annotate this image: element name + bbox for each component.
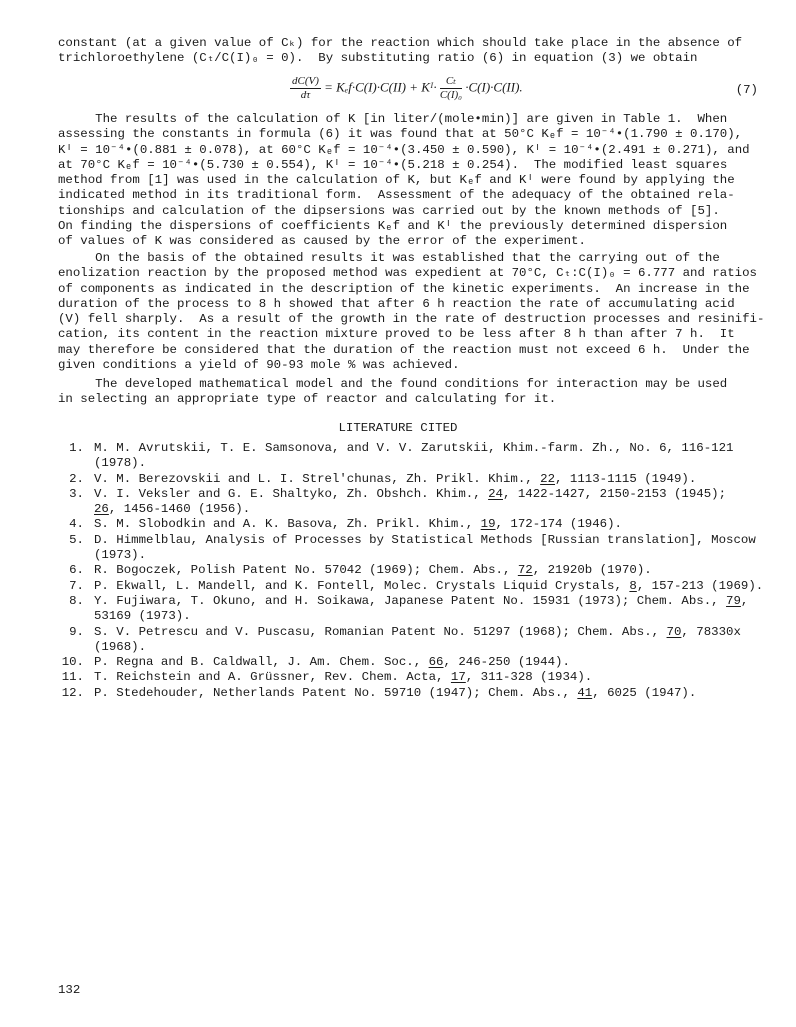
references-heading: LITERATURE CITED xyxy=(338,421,458,435)
reference-text: 53169 (1973). xyxy=(94,609,191,624)
reference-item xyxy=(58,472,758,487)
text-line: of values of K was considered as caused by the error of the experiment. xyxy=(58,234,586,249)
reference-text: (1978). xyxy=(94,456,147,471)
equation-middle: = Kₑf·C(I)·C(II) + Kᴵ· xyxy=(324,79,437,95)
reference-line xyxy=(94,625,758,640)
text-line: cation, its content in the reaction mixture proved to be less after 8 h than after 7 h. It xyxy=(58,327,735,342)
equation-ratio-numerator: Cₜ xyxy=(440,75,462,89)
reference-text: , 1456-1460 (1956). xyxy=(108,502,251,517)
reference-item xyxy=(58,594,758,625)
reference-line xyxy=(94,655,758,670)
reference-volume: 79 xyxy=(726,593,741,608)
reference-text: , 172-174 (1946). xyxy=(495,517,622,532)
paragraph-conclusions xyxy=(58,251,765,373)
text-line: method from [1] was used in the calculation of K, but Kₑf and Kᴵ were found by applying the xyxy=(58,173,735,188)
reference-line xyxy=(94,487,758,502)
reference-line xyxy=(94,578,764,594)
equation-tail: ·C(I)·C(II). xyxy=(465,79,523,95)
reference-line xyxy=(94,548,758,563)
text-line: at 70°C Kₑf = 10⁻⁴•(5.730 ± 0.554), Kᴵ = 10⁻⁴•(5.218 ± 0.254). The modified least squares xyxy=(58,157,728,172)
reference-item xyxy=(58,625,758,656)
text-line: enolization reaction by the proposed method was expedient at 70°C, Cₜ:C(I)₀ = 6.777 and ratios xyxy=(58,266,757,281)
text-line: (V) fell sharply. As a result of the growth in the rate of destruction processes and resinifi- xyxy=(58,312,765,327)
reference-number: 9. xyxy=(69,624,84,639)
reference-item xyxy=(58,686,758,701)
paragraph-results xyxy=(58,112,748,250)
reference-text: T. Reichstein and A. Grüssner, Rev. Chem. Acta, xyxy=(94,670,451,685)
reference-item xyxy=(58,441,758,472)
equation-lhs-numerator: dC(V) xyxy=(292,75,319,87)
reference-number: 7. xyxy=(69,578,84,593)
reference-line xyxy=(94,594,758,609)
reference-text: D. Himmelblau, Analysis of Processes by Statistical Methods [Russian translation], Moscow xyxy=(94,532,756,547)
text-line: in selecting an appropriate type of reactor and calculating for it. xyxy=(58,392,557,407)
reference-volume: 24 xyxy=(488,486,503,501)
reference-number: 4. xyxy=(69,517,84,532)
text-line: On finding the dispersions of coefficients Kₑf and Kᴵ the previously determined dispersion xyxy=(58,219,728,234)
text-line: indicated method in its traditional form. Assessment of the adequacy of the obtained rela- xyxy=(58,188,735,203)
text-line: On the basis of the obtained results it was established that the carrying out of the xyxy=(58,251,720,265)
reference-number: 5. xyxy=(69,532,84,547)
reference-text: , 1113-1115 (1949). xyxy=(555,471,697,486)
text-line: trichloroethylene (Cₜ/C(I)₀ = 0). By substituting ratio (6) in equation (3) we obtain xyxy=(58,51,698,66)
reference-text: V. I. Veksler and G. E. Shaltyko, Zh. Obshch. Khim., xyxy=(94,486,489,501)
equation-7 xyxy=(290,75,750,111)
text-line: given conditions a yield of 90-93 mole % was achieved. xyxy=(58,358,460,373)
reference-item xyxy=(58,563,758,578)
reference-text: R. Bogoczek, Polish Patent No. 57042 (1969); Chem. Abs., xyxy=(94,563,518,578)
reference-text: P. Regna and B. Caldwall, J. Am. Chem. Soc., xyxy=(94,655,429,670)
reference-line xyxy=(94,563,758,578)
reference-number: 1. xyxy=(69,441,84,455)
text-line: Kᴵ = 10⁻⁴•(0.881 ± 0.078), at 60°C Kₑf = 10⁻⁴•(3.450 ± 0.590), Kᴵ = 10⁻⁴•(2.491 ± 0.271), and xyxy=(58,142,750,157)
reference-volume: 70 xyxy=(666,624,682,639)
reference-text: , 157-213 (1969). xyxy=(636,578,764,593)
reference-text: P. Stedehouder, Netherlands Patent No. 59710 (1947); Chem. Abs., xyxy=(94,685,578,700)
reference-volume: 22 xyxy=(540,471,556,486)
reference-text: S. V. Petrescu and V. Puscasu, Romanian Patent No. 51297 (1968); Chem. Abs., xyxy=(94,624,667,639)
reference-text: , 6025 (1947). xyxy=(592,685,697,700)
reference-volume: 19 xyxy=(480,517,496,532)
text-line: duration of the process to 8 h showed that after 6 h reaction the rate of accumulating acid xyxy=(58,296,735,311)
text-line: constant (at a given value of Cₖ) for the reaction which should take place in the absence of xyxy=(58,36,743,50)
reference-line xyxy=(94,456,758,471)
reference-volume: 26 xyxy=(94,502,109,517)
reference-text: , 246-250 (1944). xyxy=(443,655,570,670)
text-line: tionships and calculation of the dipsersions was carried out by the known methods of [5]. xyxy=(58,203,720,218)
reference-text: , 1422-1427, 2150-2153 (1945); xyxy=(502,486,727,501)
reference-volume: 66 xyxy=(428,655,444,670)
reference-line xyxy=(94,609,758,624)
equation-number: (7) xyxy=(735,83,758,97)
reference-item xyxy=(58,517,758,532)
paragraph-summary xyxy=(58,377,748,408)
equation-lhs-denominator: dτ xyxy=(300,89,311,101)
reference-item xyxy=(58,533,758,564)
text-line: The results of the calculation of K [in liter/(mole•min)] are given in Table 1. When xyxy=(58,112,728,126)
reference-number: 2. xyxy=(69,471,84,486)
reference-line xyxy=(94,670,758,685)
reference-number: 6. xyxy=(69,563,84,578)
reference-line xyxy=(94,533,758,548)
reference-number: 10. xyxy=(61,655,84,670)
text-line: assessing the constants in formula (6) it was found that at 50°C Kₑf = 10⁻⁴•(1.790 ± 0.170), xyxy=(58,127,743,142)
reference-item xyxy=(58,487,758,518)
reference-line xyxy=(94,517,758,532)
text-line: The developed mathematical model and the found conditions for interaction may be used xyxy=(58,377,728,391)
reference-text: (1968). xyxy=(94,639,147,654)
reference-line xyxy=(94,502,758,517)
page-number: 132 xyxy=(58,983,81,997)
reference-number: 8. xyxy=(69,593,84,608)
paragraph-intro xyxy=(58,36,748,67)
reference-volume: 17 xyxy=(450,670,466,685)
reference-text: , xyxy=(740,593,749,608)
references-list xyxy=(58,441,764,701)
reference-text: , 78330x xyxy=(681,624,741,639)
text-line: may therefore be considered that the duration of the reaction must not exceed 6 h. Under the xyxy=(58,342,750,357)
reference-text: (1973). xyxy=(94,548,147,563)
reference-text: S. M. Slobodkin and A. K. Basova, Zh. Prikl. Khim., xyxy=(94,517,481,532)
reference-number: 3. xyxy=(69,486,84,501)
reference-line xyxy=(94,640,758,655)
reference-item xyxy=(58,655,758,670)
reference-line xyxy=(94,441,758,456)
text-line: of components as indicated in the description of the kinetic experiments. An increase in the xyxy=(58,281,750,296)
reference-volume: 8 xyxy=(629,578,637,593)
reference-text: Y. Fujiwara, T. Okuno, and H. Soikawa, Japanese Patent No. 15931 (1973); Chem. Abs., xyxy=(94,593,727,608)
equation-lhs-fraction xyxy=(290,75,321,102)
reference-line xyxy=(94,472,758,487)
reference-text: M. M. Avrutskii, T. E. Samsonova, and V. V. Zarutskii, Khim.-farm. Zh., No. 6, 116-121 xyxy=(94,441,734,455)
reference-text: P. Ekwall, L. Mandell, and K. Fontell, Molec. Crystals Liquid Crystals, xyxy=(94,578,630,593)
reference-text: , 311-328 (1934). xyxy=(465,670,593,685)
reference-text: V. M. Berezovskii and L. I. Strel'chunas, Zh. Prikl. Khim., xyxy=(94,471,541,486)
reference-line xyxy=(94,686,758,701)
equation-ratio-fraction xyxy=(440,75,462,102)
reference-text: , 21920b (1970). xyxy=(532,563,652,578)
reference-volume: 41 xyxy=(577,685,593,700)
reference-item xyxy=(58,670,758,685)
equation-ratio-denominator: C(I)₀ xyxy=(439,89,462,101)
reference-item xyxy=(58,578,764,594)
reference-number: 12. xyxy=(61,685,84,700)
reference-number: 11. xyxy=(61,670,84,685)
reference-volume: 72 xyxy=(517,563,533,578)
